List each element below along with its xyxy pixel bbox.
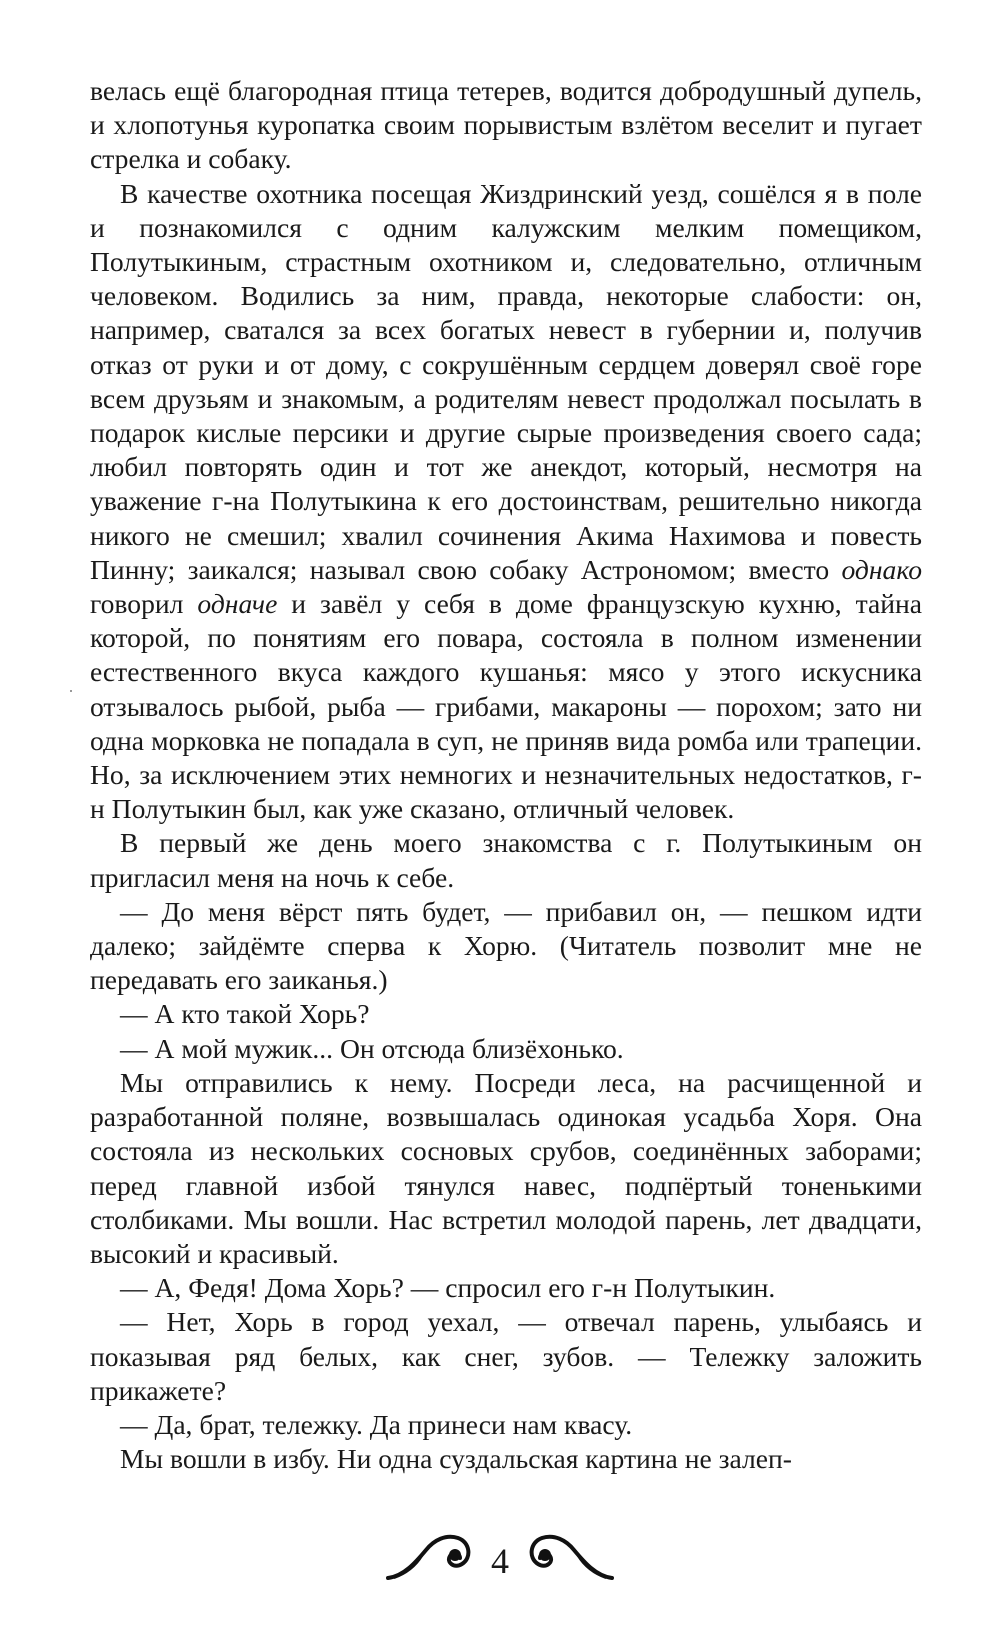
paragraph-2-text-b: говорил [90, 588, 198, 620]
dialogue-line-6: — Да, брат, тележку. Да принеси нам квасу. [120, 1408, 633, 1440]
paragraph-4: Мы отправились к нему. Посреди леса, на расчищенной и разработанной поляне, возвышалась одинокая усадьба Хоря. Она состояла из нескольких сосновых срубов, соединённых заборами; перед главной избой тянулся навес, подпёртый тоненькими столбиками. Мы вошли. Нас встретил молодой парень, лет двадцати, высокий и красивый. [90, 1066, 922, 1269]
italic-word-odnache: одначе [197, 588, 278, 620]
left-flourish-ornament [386, 1532, 478, 1584]
dialogue-line-3: — А мой мужик... Он отсюда близёхонько. [120, 1032, 624, 1064]
paragraph-1: велась ещё благородная птица тетерев, водится добродушный дупель, и хлопотунья куропатка своим порывистым взлётом веселит и пугает стрелка и собаку. [90, 75, 922, 175]
italic-word-odnako: однако [841, 553, 922, 585]
paragraph-5: Мы вошли в избу. Ни одна суздальская картина не залеп- [120, 1443, 792, 1475]
right-flourish-ornament [522, 1532, 614, 1584]
paragraph-2 [90, 177, 922, 827]
page-number: 4 [491, 1541, 509, 1581]
page-footer [0, 1532, 1000, 1592]
paragraph-2-text-a: В качестве охотника посещая Жиздринский уезд, сошёлся я в поле и познакомился с одним калужским мелким помещиком, Полутыкиным, страстным охотником и, следовательно, отличным человеком. Водились за ним, правда, некоторые слабости: он, например, сватался за всех богатых невест в губернии и, получив отказ от руки и от дому, с сокрушённым сердцем доверял своё горе всем друзьям и знакомым, а родителям невест продолжал посылать в подарок кислые персики и другие сырые произведения своего сада; любил повторять один и тот же анекдот, который, несмотря на уважение г-на Полутыкина к его достоинствам, решительно никогда никого не смешил; хвалил сочинения Акима Нахимова и повесть Пинну; заикался; называл свою собаку Астрономом; вместо [90, 177, 922, 585]
paragraph-2-text-c: и завёл у себя в доме французскую кухню, тайна которой, по понятиям его повара, состояла в полном изменении естественного вкуса каждого кушанья: мясо у этого искусника отзывалось рыбой, рыба — грибами, макароны — порохом; зато ни одна морковка не попадала в суп, не приняв вида ромба или трапеции. Но, за исключением этих немногих и незначительных недостатков, г-н Полутыкин был, как уже сказано, отличный человек. [90, 588, 922, 825]
paragraph-3: В первый же день моего знакомства с г. Полутыкиным он пригласил меня на ночь к себе. [90, 827, 922, 893]
book-page-text [90, 74, 922, 1476]
dialogue-line-4: — А, Федя! Дома Хорь? — спросил его г-н Полутыкин. [120, 1272, 776, 1304]
dialogue-line-1: — До меня вёрст пять будет, — прибавил он, — пешком идти далеко; зайдёмте сперва к Хорю. (Читатель позволит мне не передавать его заиканья.) [90, 895, 922, 996]
scan-dust-mark [70, 690, 72, 692]
dialogue-line-5: — Нет, Хорь в город уехал, — отвечал парень, улыбаясь и показывая ряд белых, как снег, зубов. — Тележку заложить прикажете? [90, 1306, 922, 1406]
dialogue-line-2: — А кто такой Хорь? [120, 998, 370, 1030]
